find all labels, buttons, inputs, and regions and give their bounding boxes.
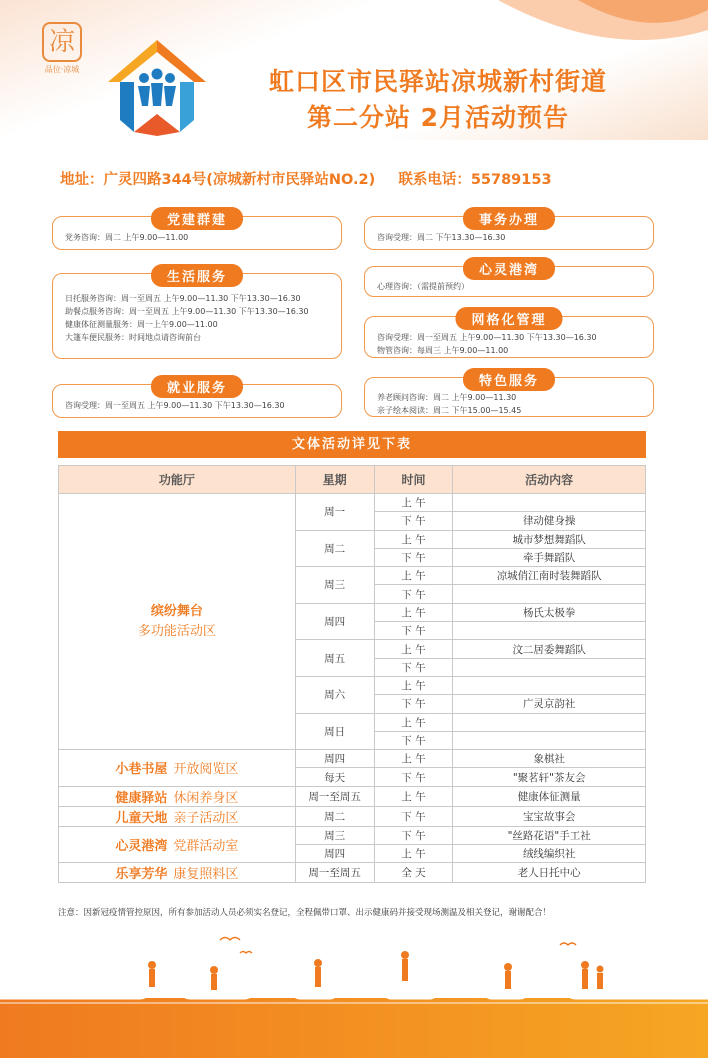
card-employment: [52, 381, 342, 418]
hall-name: 儿童天地: [115, 810, 168, 826]
day-cell: 周六: [295, 676, 374, 713]
time-cell: 上 午: [374, 640, 453, 658]
card-line: 心理咨询：（需提前预约）: [377, 282, 469, 291]
header-hall: 功能厅: [59, 466, 296, 494]
card-affairs: [364, 213, 654, 250]
day-cell: 周四: [295, 845, 374, 863]
table-row: [59, 494, 646, 512]
hall-area: 多功能活动区: [137, 623, 216, 639]
table-header-row: [59, 466, 646, 494]
house-logo-icon: [108, 40, 206, 136]
card-line: 咨询受理：周一至周五 上午9.00—11.30 下午13.30—16.30: [377, 333, 597, 342]
table-row: [59, 863, 646, 883]
phone-text: 联系电话：55789153: [398, 172, 552, 188]
content-cell: 广灵京韵社: [453, 695, 646, 713]
content-cell: "丝路花语"手工社: [453, 826, 646, 844]
title-line-1: 虹口区市民驿站凉城新村街道: [268, 67, 607, 96]
card-heart-harbor-title: 心灵港湾: [463, 257, 555, 280]
card-life-service: [52, 270, 342, 359]
day-cell: 周日: [295, 713, 374, 750]
day-cell: 周四: [295, 750, 374, 768]
day-cell: 周二: [295, 530, 374, 567]
day-cell: 周一至周五: [295, 786, 374, 806]
table-row: [59, 806, 646, 826]
card-special-service-title: 特色服务: [463, 368, 555, 391]
logo-subtitle: 品位·凉城: [44, 65, 80, 74]
content-cell: [453, 622, 646, 640]
day-cell: 周四: [295, 603, 374, 640]
time-cell: 上 午: [374, 750, 453, 768]
corner-logo: [40, 22, 84, 74]
content-cell: [453, 494, 646, 512]
table-banner: 文体活动详见下表: [58, 431, 646, 458]
hall-area: 康复照料区: [173, 867, 239, 883]
card-line: 大篷车便民服务：时间地点请咨询前台: [65, 333, 201, 342]
title-line-2: 第二分站 2月活动预告: [306, 103, 570, 132]
time-cell: 下 午: [374, 658, 453, 676]
time-cell: 上 午: [374, 676, 453, 694]
day-cell: 周三: [295, 567, 374, 604]
time-cell: 下 午: [374, 622, 453, 640]
content-cell: 象棋社: [453, 750, 646, 768]
content-cell: [453, 658, 646, 676]
card-affairs-title: 事务办理: [463, 207, 555, 230]
content-cell: 宝宝故事会: [453, 806, 646, 826]
content-cell: 老人日托中心: [453, 863, 646, 883]
time-cell: 全 天: [374, 863, 453, 883]
header-day: 星期: [295, 466, 374, 494]
content-cell: 杨氏太极拳: [453, 603, 646, 621]
card-line: 咨询受理：周二 下午13.30—16.30: [377, 233, 506, 242]
content-cell: [453, 713, 646, 731]
time-cell: 上 午: [374, 494, 453, 512]
header-time: 时间: [374, 466, 453, 494]
card-special-service: [364, 374, 654, 417]
schedule-body: [59, 494, 646, 883]
time-cell: 下 午: [374, 806, 453, 826]
card-grid-management: [364, 313, 654, 358]
content-cell: [453, 585, 646, 603]
day-cell: 每天: [295, 768, 374, 786]
card-line: 物管咨询：每周三 上午9.00—11.00: [377, 346, 509, 355]
content-cell: 汶二居委舞蹈队: [453, 640, 646, 658]
content-cell: 健康体征测量: [453, 786, 646, 806]
time-cell: 下 午: [374, 768, 453, 786]
card-line: 助餐点服务咨询：周一至周五 上午9.00—11.30 下午13.30—16.30: [65, 307, 309, 316]
content-cell: "聚茗轩"茶友会: [453, 768, 646, 786]
day-cell: 周五: [295, 640, 374, 677]
card-heart-harbor: [364, 263, 654, 297]
day-cell: 周一: [295, 494, 374, 531]
card-line: 日托服务咨询：周一至周五 上午9.00—11.30 下午13.30—16.30: [65, 294, 301, 303]
card-line: 党务咨询：周二 上午9.00—11.00: [65, 233, 189, 242]
time-cell: 下 午: [374, 731, 453, 749]
footer-decoration: [0, 925, 708, 1058]
time-cell: 上 午: [374, 530, 453, 548]
hall-name: 健康驿站: [115, 790, 168, 806]
hall-cell: [59, 826, 296, 863]
address-text: 地址：广灵四路344号(凉城新村市民驿站NO.2): [60, 172, 376, 188]
hall-cell: [59, 786, 296, 806]
time-cell: 上 午: [374, 713, 453, 731]
time-cell: 下 午: [374, 512, 453, 530]
content-cell: 牵手舞蹈队: [453, 548, 646, 566]
hall-name: 心灵港湾: [115, 839, 168, 855]
card-line: 健康体征测量服务：周一上午9.00—11.00: [65, 320, 218, 329]
liangcheng-logo-glyph: 凉: [42, 22, 82, 62]
card-employment-title: 就业服务: [151, 375, 243, 398]
hall-area: 开放阅览区: [173, 762, 239, 778]
card-line: 亲子绘本阅读：周二 下午15.00—15.45: [377, 406, 522, 415]
hall-cell: [59, 750, 296, 787]
table-row: [59, 826, 646, 844]
content-cell: [453, 676, 646, 694]
card-party-building: [52, 213, 342, 250]
time-cell: 下 午: [374, 548, 453, 566]
page-title: [218, 64, 658, 136]
schedule-table: [58, 465, 646, 883]
hall-cell: [59, 806, 296, 826]
content-cell: [453, 731, 646, 749]
hall-name: 小巷书屋: [115, 762, 168, 778]
header-content: 活动内容: [453, 466, 646, 494]
hall-name: 乐享芳华: [115, 867, 168, 883]
content-cell: 绒线编织社: [453, 845, 646, 863]
table-row: [59, 786, 646, 806]
content-cell: 凉城俏江南时装舞蹈队: [453, 567, 646, 585]
card-line: 咨询受理：周一至周五 上午9.00—11.30 下午13.30—16.30: [65, 401, 285, 410]
time-cell: 下 午: [374, 826, 453, 844]
card-line: 养老顾问咨询：周二 上午9.00—11.30: [377, 393, 517, 402]
address-line: [60, 168, 680, 189]
hall-area: 休闲养身区: [173, 790, 239, 806]
day-cell: 周二: [295, 806, 374, 826]
content-cell: 律动健身操: [453, 512, 646, 530]
card-life-service-title: 生活服务: [151, 264, 243, 287]
day-cell: 周三: [295, 826, 374, 844]
time-cell: 上 午: [374, 786, 453, 806]
hall-main-stage: [59, 494, 296, 750]
table-row: [59, 750, 646, 768]
hall-name: 缤纷舞台: [150, 603, 203, 619]
time-cell: 上 午: [374, 603, 453, 621]
hall-area: 亲子活动区: [173, 810, 239, 826]
time-cell: 上 午: [374, 567, 453, 585]
time-cell: 上 午: [374, 845, 453, 863]
hall-area: 党群活动室: [173, 839, 239, 855]
time-cell: 下 午: [374, 695, 453, 713]
card-party-building-title: 党建群建: [151, 207, 243, 230]
notice-text: 注意：因新冠疫情管控原因，所有参加活动人员必须实名登记，全程佩带口罩、出示健康码并接受现场测温及相关登记，谢谢配合！: [58, 908, 552, 918]
content-cell: 城市梦想舞蹈队: [453, 530, 646, 548]
day-cell: 周一至周五: [295, 863, 374, 883]
card-grid-management-title: 网格化管理: [455, 307, 562, 330]
time-cell: 下 午: [374, 585, 453, 603]
hall-cell: [59, 863, 296, 883]
